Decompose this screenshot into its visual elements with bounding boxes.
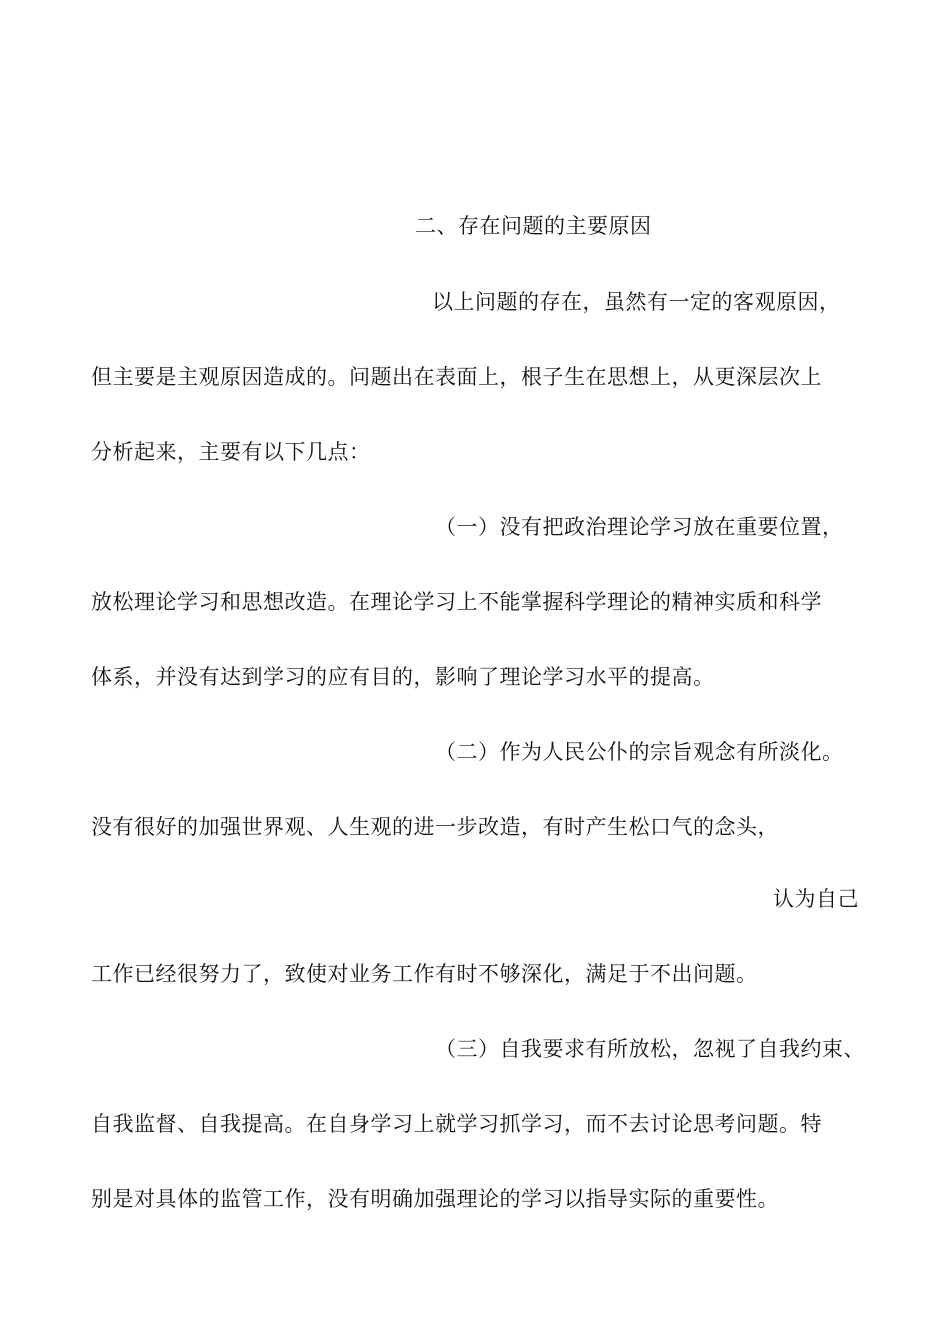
paragraph-3-line-4: 工作已经很努力了，致使对业务工作有时不够深化，满足于不出问题。 xyxy=(91,962,758,986)
paragraph-2-line-2: 放松理论学习和思想改造。在理论学习上不能掌握科学理论的精神实质和科学 xyxy=(91,590,822,614)
paragraph-2-line-3: 体系，并没有达到学习的应有目的，影响了理论学习水平的提高。 xyxy=(91,665,715,689)
paragraph-2-line-1: （一）没有把政治理论学习放在重要位置， xyxy=(435,515,844,539)
paragraph-1-line-3: 分析起来，主要有以下几点： xyxy=(91,440,371,464)
paragraph-4-line-1: （三）自我要求有所放松，忽视了自我约束、 xyxy=(435,1037,865,1061)
paragraph-3-line-3: 认为自己 xyxy=(773,887,859,911)
paragraph-1-line-2: 但主要是主观原因造成的。问题出在表面上，根子生在思想上，从更深层次上 xyxy=(91,365,822,389)
paragraph-3-line-2: 没有很好的加强世界观、人生观的进一步改造，有时产生松口气的念头， xyxy=(91,815,779,839)
paragraph-4-line-2: 自我监督、自我提高。在自身学习上就学习抓学习，而不去讨论思考问题。特 xyxy=(91,1112,822,1136)
paragraph-4-line-3: 别是对具体的监管工作，没有明确加强理论的学习以指导实际的重要性。 xyxy=(91,1187,779,1211)
section-heading: 二、存在问题的主要原因 xyxy=(415,214,652,238)
paragraph-1-line-1: 以上问题的存在，虽然有一定的客观原因， xyxy=(432,290,841,314)
paragraph-3-line-1: （二）作为人民公仆的宗旨观念有所淡化。 xyxy=(435,740,844,764)
